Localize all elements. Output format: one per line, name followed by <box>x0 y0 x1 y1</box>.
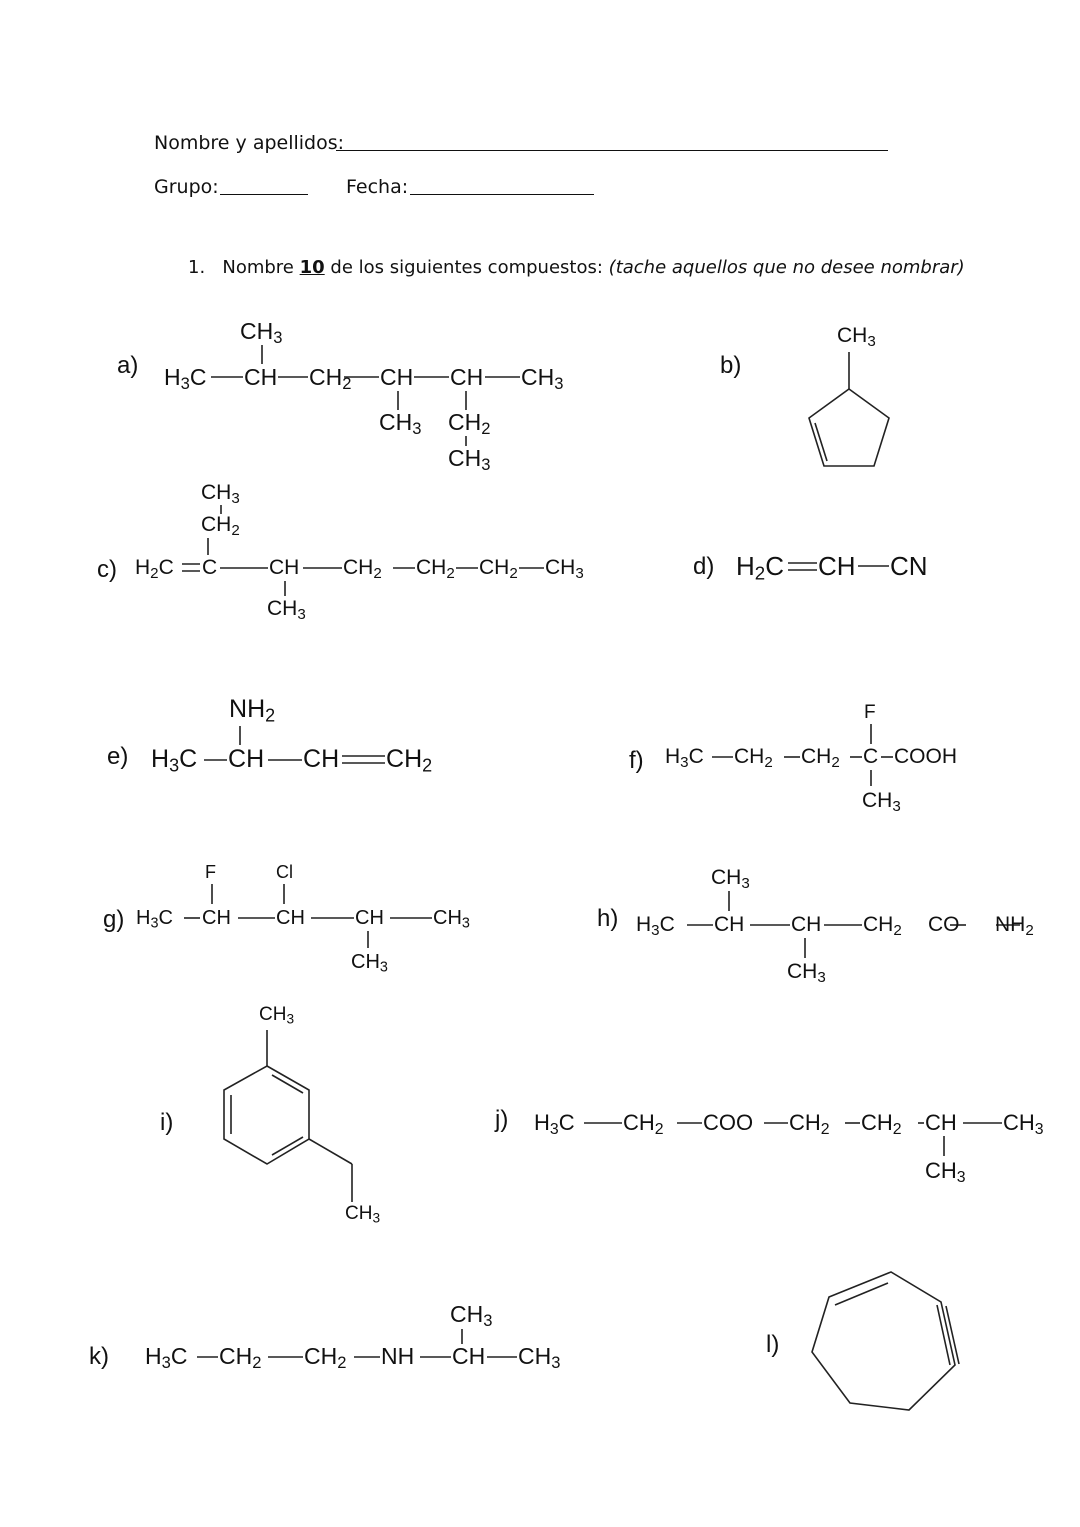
c-ch3-end: $CH_3$ <box>545 556 584 582</box>
question-number: 1. <box>188 257 206 278</box>
label-k: k) <box>89 1343 109 1370</box>
k-ch: CH <box>452 1343 486 1369</box>
a-ch3: CH <box>380 364 414 390</box>
label-h: h) <box>597 905 619 932</box>
a-ch2: $CH_2$ <box>309 364 352 394</box>
a-ch3-end: $CH_3$ <box>521 364 564 394</box>
label-i: i) <box>160 1109 174 1136</box>
f-sub-ch3: $CH_3$ <box>862 789 901 815</box>
f-c: C <box>863 745 879 768</box>
label-l: l) <box>766 1331 780 1358</box>
e-ch1: CH <box>228 745 265 773</box>
a-ch1: CH <box>244 364 278 390</box>
h-ch1: CH <box>714 913 745 936</box>
label-g: g) <box>103 906 125 933</box>
g-sub-ch3: $CH_3$ <box>351 951 388 976</box>
g-ch3-end: $CH_3$ <box>433 907 470 932</box>
name-label: Nombre y apellidos: <box>154 132 345 154</box>
k-ch2-2: $CH_2$ <box>304 1343 347 1373</box>
g-h3c: $H_3C$ <box>136 907 173 932</box>
c-ch2-2: $CH_2$ <box>416 556 455 582</box>
a-ch4: CH <box>450 364 484 390</box>
k-sub-ch3: $CH_3$ <box>450 1301 493 1331</box>
c-sub-ch3-top: $CH_3$ <box>201 481 240 507</box>
question-text-before: Nombre <box>222 257 294 278</box>
b-sub-ch3: $CH_3$ <box>837 324 876 350</box>
j-sub-ch3: $CH_3$ <box>925 1158 966 1186</box>
h-co: CO <box>928 913 960 936</box>
g-sub-f: F <box>205 862 216 882</box>
question-note: (tache aquellos que no desee nombrar) <box>608 257 965 278</box>
k-nh: NH <box>381 1343 415 1369</box>
c-sub-ch3-bottom: $CH_3$ <box>267 597 306 623</box>
label-c: c) <box>97 556 117 583</box>
e-ch2: CH <box>303 745 340 773</box>
h-ch2: CH <box>791 913 822 936</box>
g-ch2: CH <box>276 907 305 929</box>
g-ch3: CH <box>355 907 384 929</box>
a-sub-ch3-top: $CH_3$ <box>240 318 283 348</box>
i-sub-ch3-bottom: $CH_3$ <box>345 1203 381 1226</box>
date-label: Fecha: <box>346 176 409 198</box>
f-cooh: COOH <box>894 745 958 768</box>
d-h2c: $H_2C$ <box>736 551 784 584</box>
j-h3c: $H_3C$ <box>534 1110 575 1138</box>
j-coo: COO <box>703 1110 754 1135</box>
j-ch: CH <box>925 1110 957 1135</box>
h-sub-ch3-bottom: $CH_3$ <box>787 960 826 986</box>
group-label: Grupo: <box>154 176 219 198</box>
a-h3c: $H_3C$ <box>164 364 207 394</box>
label-e: e) <box>107 743 129 770</box>
c-ch2-3: $CH_2$ <box>479 556 518 582</box>
d-cn: CN <box>890 551 928 581</box>
c-h2c: $H_2C$ <box>135 556 174 582</box>
h-sub-ch3-top: $CH_3$ <box>711 866 750 892</box>
c-ch2-1: $CH_2$ <box>343 556 382 582</box>
g-sub-cl: Cl <box>276 862 293 882</box>
c-c: C <box>202 556 218 579</box>
g-ch1: CH <box>202 907 231 929</box>
label-a: a) <box>117 352 139 379</box>
f-sub-f: F <box>864 702 876 723</box>
j-ch2-3: $CH_2$ <box>861 1110 902 1138</box>
h-h3c: $H_3C$ <box>636 913 675 939</box>
j-ch3-end: $CH_3$ <box>1003 1110 1044 1138</box>
c-sub-ch2: $CH_2$ <box>201 513 240 539</box>
c-ch: CH <box>269 556 300 579</box>
j-ch2-2: $CH_2$ <box>789 1110 830 1138</box>
label-b: b) <box>720 352 742 379</box>
e-h3c: $H_3C$ <box>151 745 198 776</box>
e-sub-nh2: $NH_2$ <box>229 695 276 726</box>
f-ch2-1: $CH_2$ <box>734 745 773 771</box>
label-f: f) <box>629 747 644 774</box>
question-count: 10 <box>299 257 325 278</box>
e-ch2-end: $CH_2$ <box>386 745 433 776</box>
label-d: d) <box>693 553 715 580</box>
label-j: j) <box>495 1106 509 1133</box>
f-ch2-2: $CH_2$ <box>801 745 840 771</box>
a-sub-ch2: $CH_2$ <box>448 409 491 439</box>
a-sub-ch3-mid: $CH_3$ <box>379 409 422 439</box>
question-text-after: de los siguientes compuestos: <box>330 257 603 278</box>
k-ch3-end: $CH_3$ <box>518 1343 561 1373</box>
a-sub-ch3-bottom: $CH_3$ <box>448 445 491 475</box>
i-sub-ch3-top: $CH_3$ <box>259 1004 295 1027</box>
h-ch2-3: $CH_2$ <box>863 913 902 939</box>
h-nh2: $NH_2$ <box>995 913 1034 939</box>
k-ch2-1: $CH_2$ <box>219 1343 262 1373</box>
f-h3c: $H_3C$ <box>665 745 704 771</box>
d-ch: CH <box>818 551 856 581</box>
k-h3c: $H_3C$ <box>145 1343 188 1373</box>
j-ch2-1: $CH_2$ <box>623 1110 664 1138</box>
